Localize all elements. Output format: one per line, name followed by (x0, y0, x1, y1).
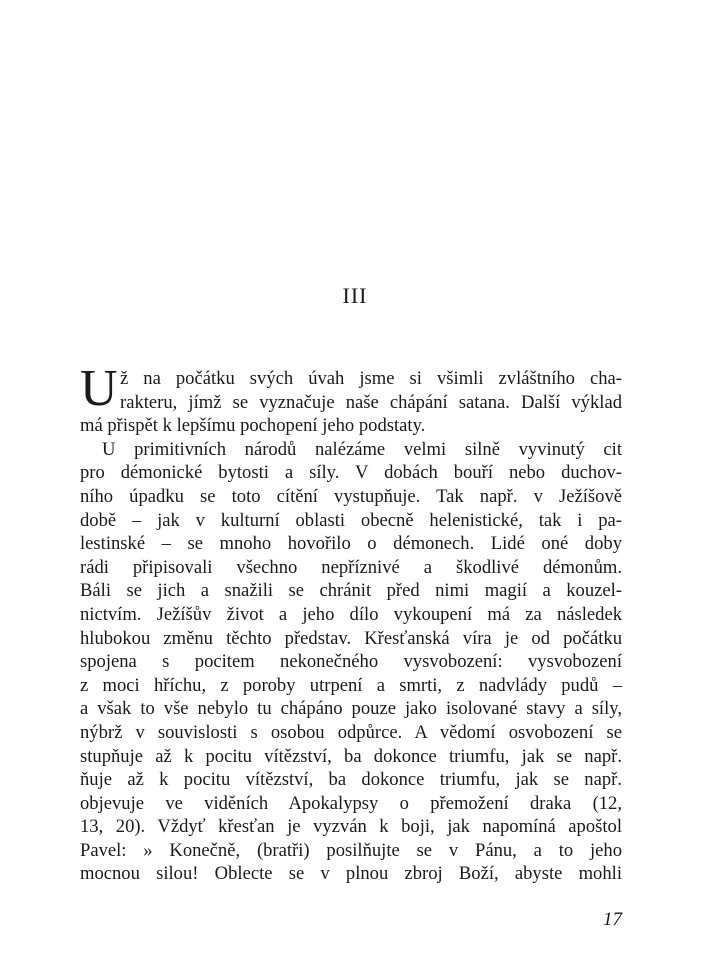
text-line: a však to vše nebylo tu chápáno pouze jako isolované stavy a síly, (80, 698, 622, 720)
text-line: Pavel: » Konečně, (bratři) posilňujte se v Pánu, a to jeho (80, 839, 622, 861)
text-line: 13, 20). Vždyť křesťan je vyzván k boji, jak napomíná apoštol (80, 816, 622, 838)
drop-cap: U (80, 360, 118, 417)
text-line: má přispět k lepšímu pochopení jeho podstaty. (80, 415, 426, 437)
page-number: 17 (603, 909, 622, 930)
text-line: spojena s pocitem nekonečného vysvobození: vysvobození (80, 651, 622, 673)
text-line: době – jak v kulturní oblasti obecně helenistické, tak i pa- (80, 509, 622, 531)
chapter-number: III (342, 283, 368, 308)
text-line: nýbrž v souvislosti s osobou odpůrce. A vědomí osvobození se (80, 721, 622, 743)
text-line: rádi připisovali všechno nepříznivé a škodlivé démonům. (80, 556, 622, 578)
text-line: hlubokou změnu těchto představ. Křesťanská víra je od počátku (80, 627, 622, 649)
text-line: U primitivních národů nalézáme velmi silně vyvinutý cit (102, 438, 622, 460)
text-line: nictvím. Ježíšův život a jeho dílo vykoupení má za následek (80, 603, 622, 625)
text-line: ňuje až k pocitu vítězství, ba dokonce triumfu, jak se např. (80, 769, 622, 791)
text-line: rakteru, jímž se vyznačuje naše chápání satana. Další výklad (120, 391, 622, 413)
text-line: z moci hříchu, z poroby utrpení a smrti, z nadvlády pudů – (80, 674, 622, 696)
text-line: lestinské – se mnoho hovořilo o démonech. Lidé oné doby (80, 533, 622, 555)
text-line: ž na počátku svých úvah jsme si všimli zvláštního cha- (120, 368, 622, 389)
body-text (80, 360, 622, 886)
text-line: pro démonické bytosti a síly. V dobách bouří nebo duchov- (80, 462, 622, 484)
text-line: mocnou silou! Oblecte se v plnou zbroj Boží, abyste mohli (80, 863, 622, 885)
text-line: stupňuje až k pocitu vítězství, ba dokonce triumfu, jak se např. (80, 745, 622, 767)
text-line: ního úpadku se toto cítění vystupňuje. Tak např. v Ježíšově (80, 485, 622, 507)
text-line: Báli se jich a snažili se chránit před nimi magií a kouzel- (80, 580, 622, 602)
text-line: objevuje ve viděních Apokalypsy o přemožení draka (12, (80, 792, 622, 814)
